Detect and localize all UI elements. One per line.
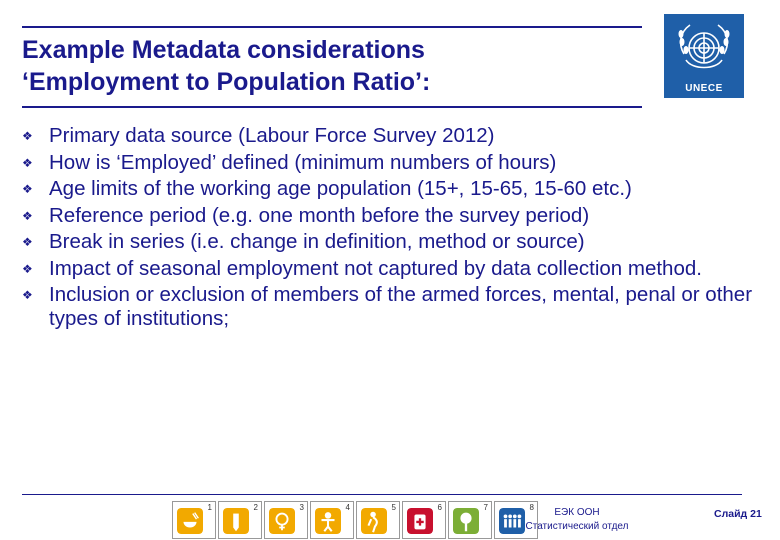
poverty-bowl-icon [177,508,203,534]
logo-text: UNECE [685,83,723,94]
goal-tile-6 [402,501,446,539]
maternal-health-icon [361,508,387,534]
title-line-1: Example Metadata considerations [22,36,425,64]
footer-org-line-2: Статистический отдел [525,521,629,532]
goal-bg [177,508,203,534]
bullet-icon: ❖ [22,182,33,196]
bullet-text: Impact of seasonal employment not captured by data collection method. [49,256,702,280]
title-bottom-rule [22,106,642,108]
bullet-list [22,124,762,333]
unece-logo [664,14,744,98]
goal-tile-5 [356,501,400,539]
slide-number: Слайд 21 [714,508,762,520]
goal-number: 5 [391,503,396,512]
environment-tree-icon [453,508,479,534]
goal-icons-strip [172,501,538,539]
bullet-text: Reference period (e.g. one month before the survey period) [49,203,590,227]
footer-org-line-1: ЕЭК ООН [554,507,600,518]
child-health-icon [315,508,341,534]
bullet-text: How is ‘Employed’ defined (minimum numbers of hours) [49,150,557,174]
bullet-icon: ❖ [22,155,33,170]
list-item [22,283,762,330]
bullet-text: Primary data source (Labour Force Survey 2012) [49,124,495,147]
bullet-icon: ❖ [22,261,33,276]
list-item [22,230,762,254]
bullet-icon: ❖ [22,288,33,302]
title-top-rule [22,26,642,28]
bullet-icon: ❖ [22,235,33,249]
goal-tile-7 [448,501,492,539]
list-item [22,204,762,228]
list-item [22,151,762,175]
page-title [22,34,622,98]
bullet-text: Age limits of the working age population (15+, 15-65, 15-60 etc.) [49,177,632,200]
goal-number: 2 [253,503,258,512]
gender-equality-icon [269,508,295,534]
list-item [22,257,762,281]
goal-number: 7 [483,503,488,512]
goal-tile-2 [218,501,262,539]
goal-number: 1 [207,503,212,512]
bullet-text: Inclusion or exclusion of members of the armed forces, mental, penal or other types of institutions; [49,283,753,330]
goal-number: 8 [529,503,534,512]
education-pencil-icon [223,508,249,534]
footer-organization [522,506,632,534]
goal-number: 3 [299,503,304,512]
goal-number: 4 [345,503,350,512]
bullet-icon: ❖ [22,208,33,223]
goal-number: 6 [437,503,442,512]
list-item [22,124,762,148]
goal-tile-4 [310,501,354,539]
title-line-2: ‘Employment to Population Ratio’: [22,68,431,96]
bullet-text: Break in series (i.e. change in definition, method or source) [49,230,585,253]
footer-rule [22,494,742,495]
bullet-icon: ❖ [22,129,33,143]
goal-tile-3 [264,501,308,539]
un-emblem-icon [664,14,744,84]
goal-tile-1 [172,501,216,539]
hiv-medicine-icon [407,508,433,534]
list-item [22,177,762,201]
